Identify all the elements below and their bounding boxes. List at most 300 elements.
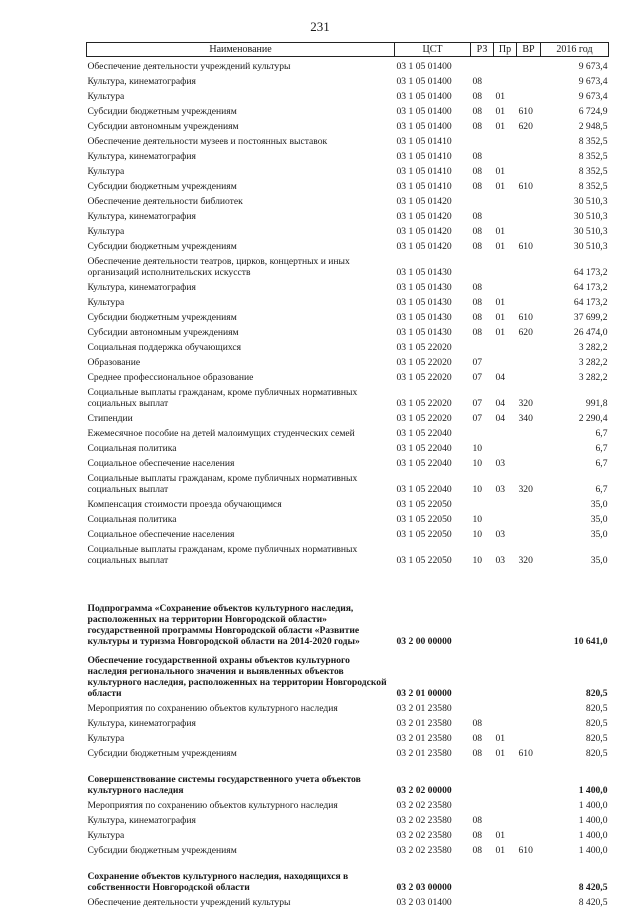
table-row bbox=[87, 293, 609, 308]
row-amount: 64 173,2 bbox=[541, 293, 609, 308]
row-amount: 30 510,3 bbox=[541, 222, 609, 237]
row-name: Культура, кинематография bbox=[87, 714, 395, 729]
row-name: Культура, кинематография bbox=[87, 811, 395, 826]
row-pr: 03 bbox=[494, 525, 517, 540]
row-name: Обеспечение деятельности учреждений культуры bbox=[87, 57, 395, 73]
row-amount: 64 173,2 bbox=[541, 252, 609, 278]
row-name: Обеспечение государственной охраны объектов культурного наследия регионального значения и выявленных объектов культурного наследия, расположенных на территории Новгородской области bbox=[87, 647, 395, 699]
row-rz: 08 bbox=[471, 811, 494, 826]
row-vr: 620 bbox=[517, 323, 541, 338]
row-pr bbox=[494, 424, 517, 439]
row-vr bbox=[517, 72, 541, 87]
row-rz bbox=[471, 699, 494, 714]
row-name: Субсидии бюджетным учреждениям bbox=[87, 744, 395, 759]
row-cst: 03 1 05 01420 bbox=[395, 222, 471, 237]
column-header-cst: ЦСТ bbox=[395, 43, 471, 57]
row-amount: 64 173,2 bbox=[541, 278, 609, 293]
row-pr bbox=[494, 510, 517, 525]
row-cst: 03 1 05 22020 bbox=[395, 383, 471, 409]
table-row bbox=[87, 510, 609, 525]
row-name: Обеспечение деятельности театров, цирков, концертных и иных организаций исполнительских искусств bbox=[87, 252, 395, 278]
table-row bbox=[87, 699, 609, 714]
row-cst: 03 1 05 22020 bbox=[395, 338, 471, 353]
row-cst: 03 2 01 23580 bbox=[395, 729, 471, 744]
row-rz bbox=[471, 495, 494, 510]
row-vr: 610 bbox=[517, 308, 541, 323]
row-vr: 610 bbox=[517, 841, 541, 856]
row-rz: 07 bbox=[471, 368, 494, 383]
row-vr bbox=[517, 826, 541, 841]
row-pr bbox=[494, 566, 517, 647]
table-row bbox=[87, 454, 609, 469]
row-vr bbox=[517, 162, 541, 177]
row-cst: 03 1 05 22050 bbox=[395, 495, 471, 510]
row-pr: 01 bbox=[494, 729, 517, 744]
row-amount: 30 510,3 bbox=[541, 207, 609, 222]
column-header-vr: ВР bbox=[517, 43, 541, 57]
row-amount: 820,5 bbox=[541, 647, 609, 699]
row-name: Среднее профессиональное образование bbox=[87, 368, 395, 383]
row-cst: 03 1 05 22040 bbox=[395, 469, 471, 495]
row-rz: 08 bbox=[471, 308, 494, 323]
table-row bbox=[87, 893, 609, 908]
row-vr bbox=[517, 495, 541, 510]
row-rz bbox=[471, 759, 494, 796]
table-row bbox=[87, 132, 609, 147]
row-rz: 10 bbox=[471, 510, 494, 525]
row-cst: 03 2 02 23580 bbox=[395, 796, 471, 811]
row-rz: 10 bbox=[471, 439, 494, 454]
row-cst: 03 1 05 22040 bbox=[395, 439, 471, 454]
row-cst: 03 1 05 01410 bbox=[395, 147, 471, 162]
row-rz bbox=[471, 132, 494, 147]
table-row bbox=[87, 368, 609, 383]
table-row bbox=[87, 424, 609, 439]
row-amount: 820,5 bbox=[541, 699, 609, 714]
table-row bbox=[87, 647, 609, 699]
row-pr: 01 bbox=[494, 177, 517, 192]
row-name: Социальное обеспечение населения bbox=[87, 525, 395, 540]
row-cst: 03 1 05 01410 bbox=[395, 177, 471, 192]
table-row bbox=[87, 826, 609, 841]
row-name: Мероприятия по сохранению объектов культурного наследия bbox=[87, 796, 395, 811]
row-vr bbox=[517, 893, 541, 908]
row-name: Социальная политика bbox=[87, 439, 395, 454]
row-rz bbox=[471, 856, 494, 893]
row-name: Субсидии бюджетным учреждениям bbox=[87, 177, 395, 192]
row-name: Субсидии бюджетным учреждениям bbox=[87, 237, 395, 252]
row-vr bbox=[517, 699, 541, 714]
row-vr bbox=[517, 510, 541, 525]
table-row bbox=[87, 856, 609, 893]
row-pr bbox=[494, 147, 517, 162]
row-rz: 08 bbox=[471, 207, 494, 222]
row-name: Сохранение объектов культурного наследия, находящихся в собственности Новгородской области bbox=[87, 856, 395, 893]
row-amount: 820,5 bbox=[541, 714, 609, 729]
budget-table bbox=[86, 42, 609, 908]
row-vr: 610 bbox=[517, 102, 541, 117]
row-amount: 6,7 bbox=[541, 439, 609, 454]
row-cst: 03 1 05 01430 bbox=[395, 323, 471, 338]
row-rz: 07 bbox=[471, 409, 494, 424]
table-row bbox=[87, 117, 609, 132]
row-amount: 37 699,2 bbox=[541, 308, 609, 323]
row-name: Культура, кинематография bbox=[87, 147, 395, 162]
row-name: Субсидии автономным учреждениям bbox=[87, 323, 395, 338]
row-rz: 08 bbox=[471, 222, 494, 237]
row-rz: 08 bbox=[471, 117, 494, 132]
table-row bbox=[87, 353, 609, 368]
row-amount: 1 400,0 bbox=[541, 811, 609, 826]
row-pr bbox=[494, 647, 517, 699]
row-rz: 08 bbox=[471, 237, 494, 252]
row-rz: 08 bbox=[471, 744, 494, 759]
row-pr bbox=[494, 495, 517, 510]
row-rz bbox=[471, 57, 494, 73]
row-amount: 8 420,5 bbox=[541, 856, 609, 893]
table-row bbox=[87, 796, 609, 811]
row-cst: 03 1 05 01400 bbox=[395, 87, 471, 102]
row-rz: 08 bbox=[471, 162, 494, 177]
table-row bbox=[87, 714, 609, 729]
row-amount: 8 352,5 bbox=[541, 147, 609, 162]
row-amount: 991,8 bbox=[541, 383, 609, 409]
row-cst: 03 1 05 01410 bbox=[395, 162, 471, 177]
row-amount: 6,7 bbox=[541, 454, 609, 469]
row-cst: 03 1 05 22020 bbox=[395, 368, 471, 383]
table-row bbox=[87, 469, 609, 495]
row-pr: 01 bbox=[494, 237, 517, 252]
row-cst: 03 2 02 23580 bbox=[395, 811, 471, 826]
row-vr bbox=[517, 353, 541, 368]
table-row bbox=[87, 308, 609, 323]
table-row bbox=[87, 338, 609, 353]
row-name: Социальная поддержка обучающихся bbox=[87, 338, 395, 353]
row-rz: 08 bbox=[471, 841, 494, 856]
table-row bbox=[87, 278, 609, 293]
row-name: Ежемесячное пособие на детей малоимущих студенческих семей bbox=[87, 424, 395, 439]
row-name: Обеспечение деятельности музеев и постоянных выставок bbox=[87, 132, 395, 147]
row-name: Социальная политика bbox=[87, 510, 395, 525]
row-cst: 03 2 01 23580 bbox=[395, 744, 471, 759]
row-amount: 9 673,4 bbox=[541, 72, 609, 87]
row-cst: 03 2 02 00000 bbox=[395, 759, 471, 796]
row-rz bbox=[471, 252, 494, 278]
row-rz bbox=[471, 647, 494, 699]
row-name: Обеспечение деятельности учреждений культуры bbox=[87, 893, 395, 908]
row-cst: 03 1 05 22020 bbox=[395, 409, 471, 424]
row-vr: 320 bbox=[517, 469, 541, 495]
row-pr: 01 bbox=[494, 117, 517, 132]
table-row bbox=[87, 383, 609, 409]
row-vr bbox=[517, 252, 541, 278]
row-cst: 03 2 01 23580 bbox=[395, 699, 471, 714]
table-row bbox=[87, 192, 609, 207]
row-amount: 30 510,3 bbox=[541, 237, 609, 252]
table-row bbox=[87, 409, 609, 424]
row-pr bbox=[494, 338, 517, 353]
row-vr bbox=[517, 132, 541, 147]
row-vr bbox=[517, 811, 541, 826]
row-vr bbox=[517, 222, 541, 237]
row-name: Мероприятия по сохранению объектов культурного наследия bbox=[87, 699, 395, 714]
row-name: Субсидии бюджетным учреждениям bbox=[87, 308, 395, 323]
row-cst: 03 1 05 01400 bbox=[395, 72, 471, 87]
row-rz: 08 bbox=[471, 278, 494, 293]
table-row bbox=[87, 811, 609, 826]
row-cst: 03 1 05 01420 bbox=[395, 237, 471, 252]
table-row bbox=[87, 102, 609, 117]
row-pr bbox=[494, 796, 517, 811]
table-row bbox=[87, 237, 609, 252]
row-vr: 340 bbox=[517, 409, 541, 424]
row-vr bbox=[517, 424, 541, 439]
row-cst: 03 2 01 23580 bbox=[395, 714, 471, 729]
row-pr bbox=[494, 132, 517, 147]
row-cst: 03 2 03 00000 bbox=[395, 856, 471, 893]
row-pr bbox=[494, 57, 517, 73]
row-pr: 01 bbox=[494, 293, 517, 308]
row-name: Культура, кинематография bbox=[87, 207, 395, 222]
row-rz: 08 bbox=[471, 714, 494, 729]
table-row bbox=[87, 323, 609, 338]
row-rz: 08 bbox=[471, 87, 494, 102]
table-header bbox=[87, 43, 609, 57]
row-pr: 01 bbox=[494, 744, 517, 759]
row-amount: 1 400,0 bbox=[541, 841, 609, 856]
row-cst: 03 1 05 22050 bbox=[395, 525, 471, 540]
row-rz bbox=[471, 566, 494, 647]
row-vr bbox=[517, 729, 541, 744]
row-cst: 03 1 05 01410 bbox=[395, 132, 471, 147]
row-name: Образование bbox=[87, 353, 395, 368]
row-name: Культура, кинематография bbox=[87, 278, 395, 293]
row-vr bbox=[517, 796, 541, 811]
table-row bbox=[87, 525, 609, 540]
row-rz: 10 bbox=[471, 454, 494, 469]
table-row bbox=[87, 72, 609, 87]
row-rz: 08 bbox=[471, 826, 494, 841]
row-pr bbox=[494, 278, 517, 293]
row-amount: 9 673,4 bbox=[541, 57, 609, 73]
row-amount: 3 282,2 bbox=[541, 338, 609, 353]
row-name: Обеспечение деятельности библиотек bbox=[87, 192, 395, 207]
row-cst: 03 2 00 00000 bbox=[395, 566, 471, 647]
row-vr bbox=[517, 368, 541, 383]
row-cst: 03 1 05 22040 bbox=[395, 454, 471, 469]
row-rz bbox=[471, 424, 494, 439]
row-name: Субсидии бюджетным учреждениям bbox=[87, 102, 395, 117]
table-body bbox=[87, 57, 609, 908]
row-pr bbox=[494, 353, 517, 368]
row-pr bbox=[494, 72, 517, 87]
row-vr: 320 bbox=[517, 383, 541, 409]
row-rz bbox=[471, 338, 494, 353]
row-name: Культура bbox=[87, 222, 395, 237]
row-rz: 08 bbox=[471, 147, 494, 162]
row-amount: 1 400,0 bbox=[541, 796, 609, 811]
table-row bbox=[87, 57, 609, 73]
row-name: Компенсация стоимости проезда обучающимся bbox=[87, 495, 395, 510]
table-row bbox=[87, 222, 609, 237]
row-pr: 03 bbox=[494, 454, 517, 469]
row-pr: 01 bbox=[494, 162, 517, 177]
row-pr bbox=[494, 856, 517, 893]
row-name: Социальные выплаты гражданам, кроме публичных нормативных социальных выплат bbox=[87, 469, 395, 495]
row-pr: 01 bbox=[494, 102, 517, 117]
table-row bbox=[87, 744, 609, 759]
row-vr bbox=[517, 439, 541, 454]
row-name: Культура, кинематография bbox=[87, 72, 395, 87]
row-amount: 8 352,5 bbox=[541, 132, 609, 147]
row-amount: 820,5 bbox=[541, 729, 609, 744]
row-pr: 04 bbox=[494, 368, 517, 383]
row-cst: 03 2 02 23580 bbox=[395, 826, 471, 841]
row-pr bbox=[494, 192, 517, 207]
row-rz: 10 bbox=[471, 525, 494, 540]
row-pr bbox=[494, 811, 517, 826]
row-pr bbox=[494, 759, 517, 796]
row-amount: 26 474,0 bbox=[541, 323, 609, 338]
row-pr: 01 bbox=[494, 308, 517, 323]
row-amount: 35,0 bbox=[541, 525, 609, 540]
row-vr: 610 bbox=[517, 237, 541, 252]
column-header-pr: Пр bbox=[494, 43, 517, 57]
row-pr: 04 bbox=[494, 383, 517, 409]
row-rz: 08 bbox=[471, 293, 494, 308]
row-amount: 10 641,0 bbox=[541, 566, 609, 647]
row-amount: 1 400,0 bbox=[541, 826, 609, 841]
row-vr bbox=[517, 57, 541, 73]
row-vr bbox=[517, 856, 541, 893]
row-pr: 01 bbox=[494, 841, 517, 856]
row-vr bbox=[517, 714, 541, 729]
row-amount: 35,0 bbox=[541, 510, 609, 525]
row-cst: 03 1 05 22050 bbox=[395, 540, 471, 566]
table-row bbox=[87, 162, 609, 177]
row-pr bbox=[494, 699, 517, 714]
row-name: Субсидии автономным учреждениям bbox=[87, 117, 395, 132]
row-name: Культура bbox=[87, 87, 395, 102]
row-rz bbox=[471, 796, 494, 811]
row-cst: 03 1 05 22050 bbox=[395, 510, 471, 525]
row-amount: 6 724,9 bbox=[541, 102, 609, 117]
row-name: Социальные выплаты гражданам, кроме публичных нормативных социальных выплат bbox=[87, 383, 395, 409]
row-amount: 3 282,2 bbox=[541, 353, 609, 368]
row-vr bbox=[517, 293, 541, 308]
row-amount: 2 948,5 bbox=[541, 117, 609, 132]
row-cst: 03 1 05 01430 bbox=[395, 293, 471, 308]
row-vr bbox=[517, 566, 541, 647]
row-rz: 08 bbox=[471, 729, 494, 744]
row-vr bbox=[517, 525, 541, 540]
row-cst: 03 1 05 01420 bbox=[395, 207, 471, 222]
table-row bbox=[87, 439, 609, 454]
row-pr: 01 bbox=[494, 87, 517, 102]
table-row bbox=[87, 566, 609, 647]
row-pr: 04 bbox=[494, 409, 517, 424]
row-amount: 1 400,0 bbox=[541, 759, 609, 796]
row-vr: 610 bbox=[517, 177, 541, 192]
row-amount: 2 290,4 bbox=[541, 409, 609, 424]
row-pr bbox=[494, 893, 517, 908]
row-vr bbox=[517, 759, 541, 796]
row-amount: 8 352,5 bbox=[541, 177, 609, 192]
row-pr: 01 bbox=[494, 323, 517, 338]
column-header-amount: 2016 год bbox=[541, 43, 609, 57]
row-rz bbox=[471, 192, 494, 207]
row-name: Совершенствование системы государственного учета объектов культурного наследия bbox=[87, 759, 395, 796]
table-row bbox=[87, 841, 609, 856]
row-amount: 8 352,5 bbox=[541, 162, 609, 177]
row-pr bbox=[494, 439, 517, 454]
row-amount: 6,7 bbox=[541, 469, 609, 495]
row-name: Социальное обеспечение населения bbox=[87, 454, 395, 469]
row-rz: 08 bbox=[471, 102, 494, 117]
row-vr bbox=[517, 647, 541, 699]
row-rz: 08 bbox=[471, 323, 494, 338]
table-row bbox=[87, 87, 609, 102]
row-pr bbox=[494, 207, 517, 222]
row-pr: 03 bbox=[494, 540, 517, 566]
row-pr: 01 bbox=[494, 222, 517, 237]
row-vr bbox=[517, 87, 541, 102]
row-vr bbox=[517, 207, 541, 222]
table-row bbox=[87, 729, 609, 744]
row-amount: 35,0 bbox=[541, 540, 609, 566]
table-row bbox=[87, 177, 609, 192]
table-row bbox=[87, 252, 609, 278]
table-row bbox=[87, 495, 609, 510]
row-name: Субсидии бюджетным учреждениям bbox=[87, 841, 395, 856]
page-number: 231 bbox=[0, 19, 640, 35]
row-pr: 03 bbox=[494, 469, 517, 495]
row-name: Культура bbox=[87, 826, 395, 841]
row-vr bbox=[517, 192, 541, 207]
row-vr bbox=[517, 454, 541, 469]
row-pr: 01 bbox=[494, 826, 517, 841]
table-row bbox=[87, 540, 609, 566]
row-cst: 03 1 05 22020 bbox=[395, 353, 471, 368]
column-header-name: Наименование bbox=[87, 43, 395, 57]
row-pr bbox=[494, 252, 517, 278]
row-cst: 03 1 05 01430 bbox=[395, 308, 471, 323]
row-vr: 320 bbox=[517, 540, 541, 566]
row-name: Социальные выплаты гражданам, кроме публичных нормативных социальных выплат bbox=[87, 540, 395, 566]
row-amount: 8 420,5 bbox=[541, 893, 609, 908]
row-name: Подпрограмма «Сохранение объектов культурного наследия, расположенных на территории Новгородской области» государственной программы Новгородской области «Развитие культуры и туризма Новгородской области на 2014-2020 годы» bbox=[87, 566, 395, 647]
row-amount: 30 510,3 bbox=[541, 192, 609, 207]
row-cst: 03 2 01 00000 bbox=[395, 647, 471, 699]
row-rz: 07 bbox=[471, 383, 494, 409]
row-amount: 6,7 bbox=[541, 424, 609, 439]
row-rz: 08 bbox=[471, 72, 494, 87]
row-vr: 610 bbox=[517, 744, 541, 759]
row-rz: 08 bbox=[471, 177, 494, 192]
table-row bbox=[87, 759, 609, 796]
row-amount: 35,0 bbox=[541, 495, 609, 510]
row-cst: 03 2 02 23580 bbox=[395, 841, 471, 856]
row-name: Культура bbox=[87, 162, 395, 177]
row-vr bbox=[517, 338, 541, 353]
row-rz: 10 bbox=[471, 540, 494, 566]
row-cst: 03 1 05 01400 bbox=[395, 102, 471, 117]
row-amount: 820,5 bbox=[541, 744, 609, 759]
row-cst: 03 1 05 01400 bbox=[395, 117, 471, 132]
row-pr bbox=[494, 714, 517, 729]
row-name: Культура bbox=[87, 293, 395, 308]
column-header-rz: РЗ bbox=[471, 43, 494, 57]
